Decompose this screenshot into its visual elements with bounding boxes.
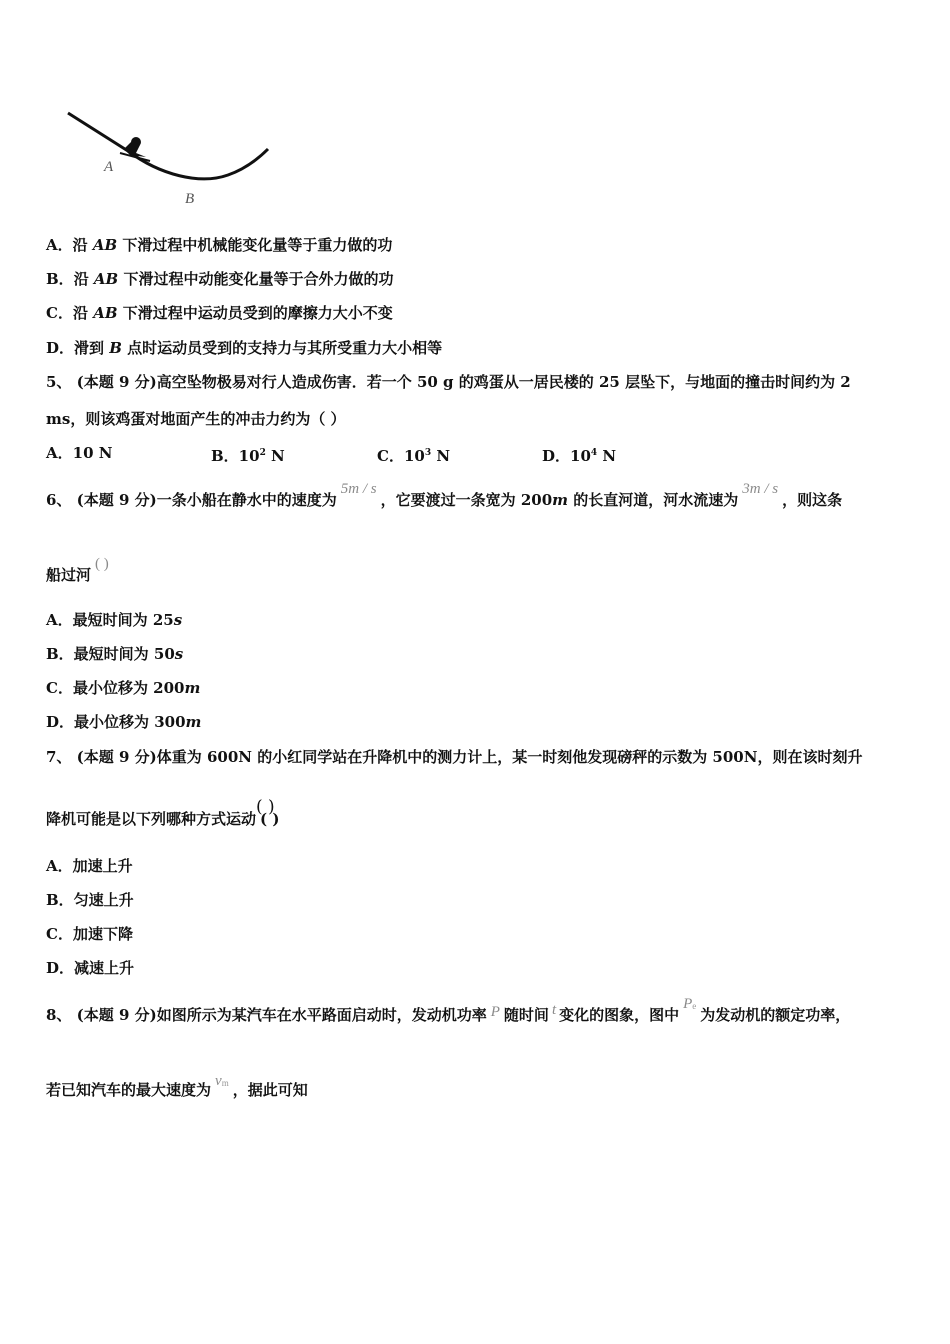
q6-option-b: B．最短时间为 50s — [46, 645, 184, 663]
q6-stem-line2: 船过河( ) — [46, 556, 109, 584]
q6-stem-line1: 6、 (本题 9 分)一条小船在静水中的速度为5m / s，它要渡过一条宽为 200m 的长直河道，河水流速为3m / s，则这条 — [46, 481, 843, 509]
slope-curve — [68, 113, 268, 179]
q8-power-symbol: P — [490, 1004, 500, 1020]
ski-slope-figure — [60, 105, 280, 210]
q4-option-b: B．沿 AB 下滑过程中动能变化量等于合外力做的功 — [46, 270, 394, 288]
q5-option-d: D．$10^4$ N — [542, 447, 617, 465]
q8-max-speed-symbol: vm — [215, 1073, 229, 1089]
q6-option-d: D．最小位移为 300m — [46, 713, 202, 731]
q8-stem-line1: 8、 (本题 9 分)如图所示为某汽车在水平路面启动时，发动机功率 P 随时间 t 变化的图象，图中Pe 为发动机的额定功率， — [46, 996, 851, 1024]
q6-option-c: C．最小位移为 200m — [46, 679, 201, 697]
q7-paren-raised: ( ) — [256, 797, 275, 817]
q7-option-b: B．匀速上升 — [46, 891, 134, 909]
q8-stem-line2: 若已知汽车的最大速度为 vm ，据此可知 — [46, 1073, 308, 1099]
q7-stem-line2: 降机可能是以下列哪种方式运动 ( ) ( ) — [46, 797, 280, 828]
q7-option-a: A．加速上升 — [46, 857, 133, 875]
q5-option-a: A．10 N — [46, 444, 113, 462]
q8-time-symbol: t — [551, 1002, 557, 1018]
q5-option-b: B．$10^2$ N — [211, 447, 285, 465]
q8-rated-power-symbol: Pe — [683, 996, 697, 1012]
q6-river-speed: 3m / s — [742, 481, 779, 497]
point-b-label: B — [185, 191, 195, 207]
q5-stem-line2: ms，则该鸡蛋对地面产生的冲击力约为（ ） — [46, 410, 346, 428]
q6-boat-speed: 5m / s — [340, 481, 377, 497]
q7-stem-line1: 7、 (本题 9 分)体重为 600N 的小红同学站在升降机中的测力计上，某一时刻他发现磅秤的示数为 500N，则在该时刻升 — [46, 748, 863, 766]
q4-option-a: A．沿 AB 下滑过程中机械能变化量等于重力做的功 — [46, 236, 393, 254]
q4-option-d: D．滑到 B 点时运动员受到的支持力与其所受重力大小相等 — [46, 339, 443, 357]
point-a-label: A — [104, 159, 114, 175]
q7-answer-paren: ( ) ( ) — [256, 797, 280, 828]
q7-option-c: C．加速下降 — [46, 925, 133, 943]
skier-icon — [120, 137, 150, 161]
q6-answer-paren: ( ) — [95, 556, 109, 572]
q5-option-c: C．$10^3$ N — [377, 447, 451, 465]
q4-option-c: C．沿 AB 下滑过程中运动员受到的摩擦力大小不变 — [46, 304, 393, 322]
q6-option-a: A．最短时间为 25s — [46, 611, 183, 629]
q7-option-d: D．减速上升 — [46, 959, 135, 977]
q5-stem-line1: 5、 (本题 9 分)高空坠物极易对行人造成伤害．若一个 50 g 的鸡蛋从一居民楼的 25 层坠下，与地面的撞击时间约为 2 — [46, 373, 851, 391]
